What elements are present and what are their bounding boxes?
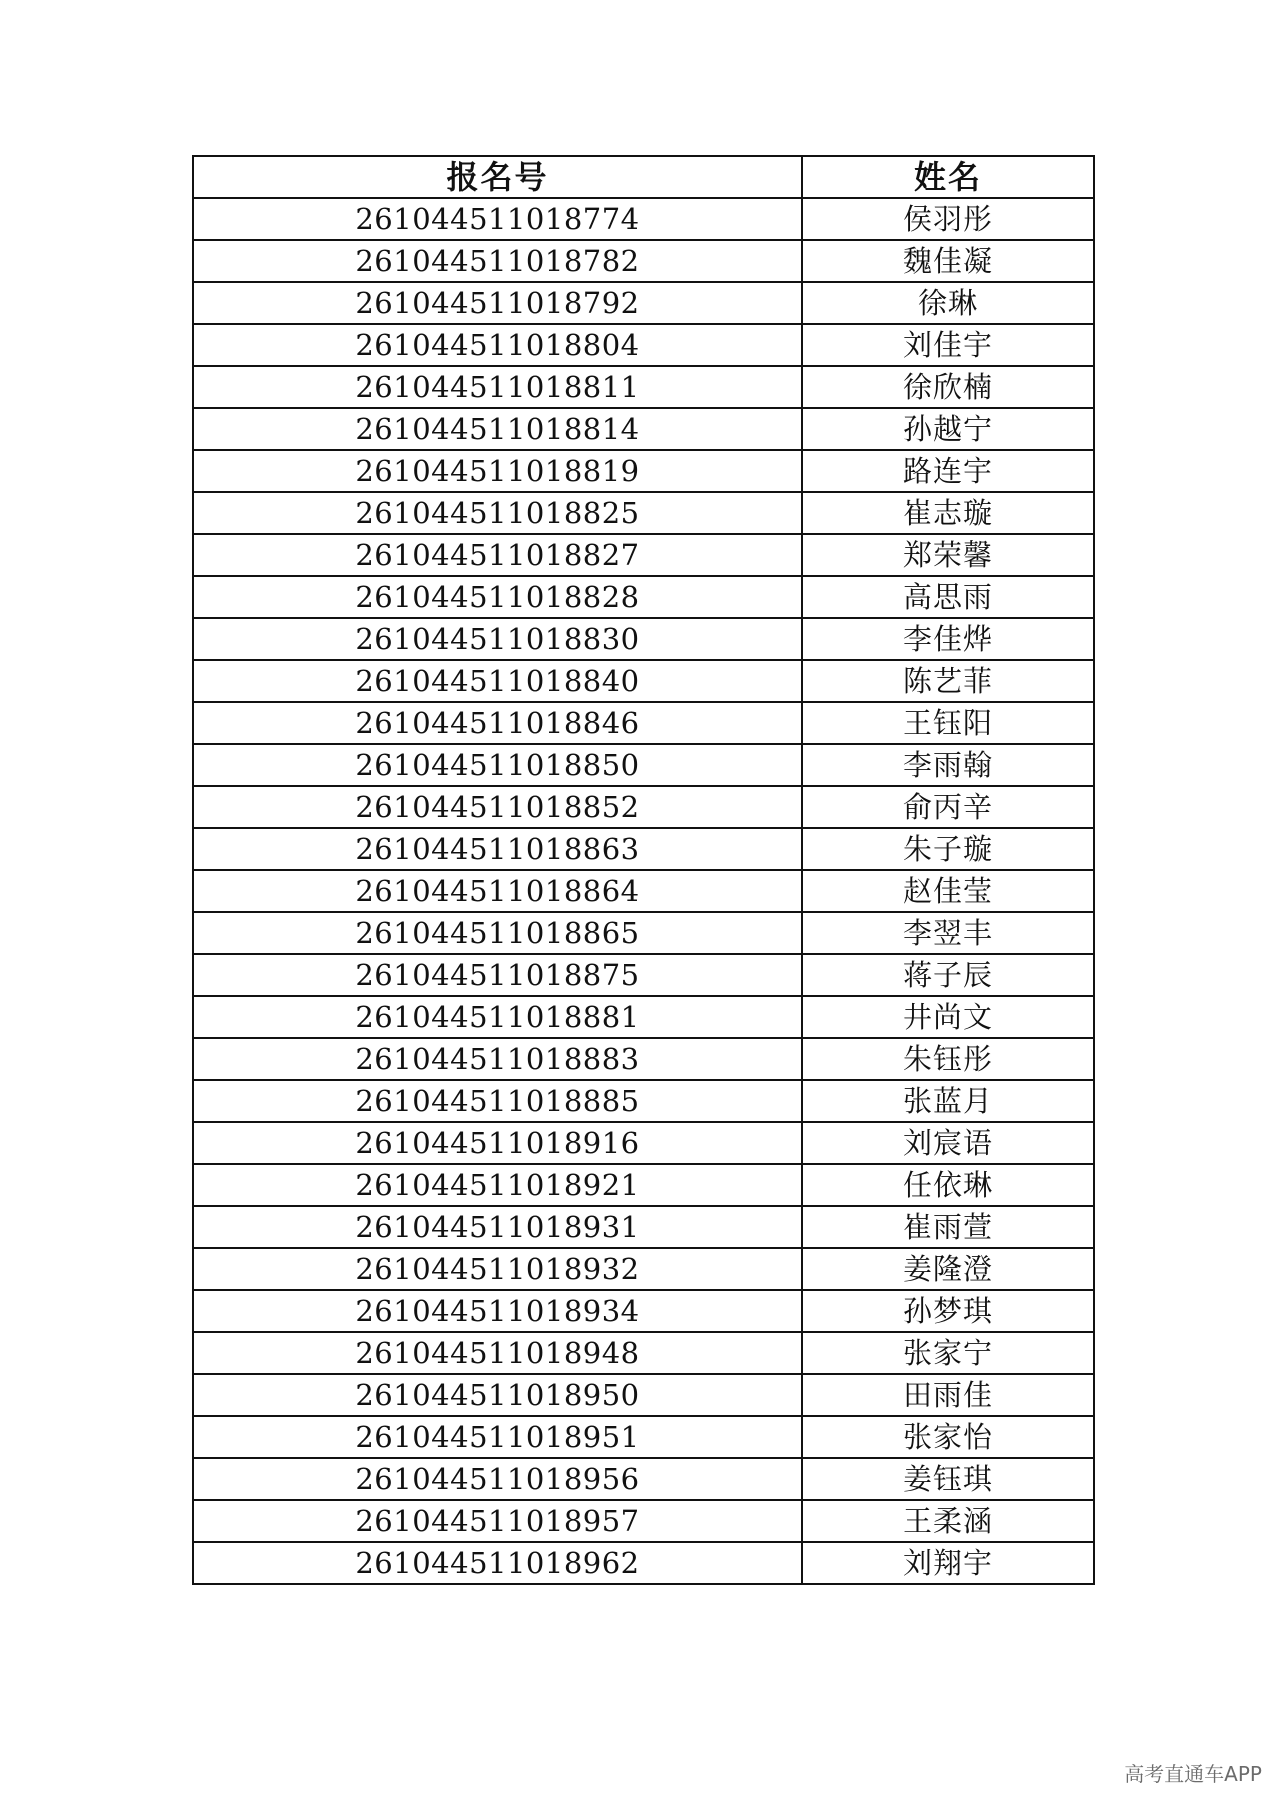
table-row [193,1500,1094,1542]
table-row [193,1458,1094,1500]
name-cell: 任依琳 [802,1164,1094,1206]
table-row [193,534,1094,576]
name-cell: 朱钰彤 [802,1038,1094,1080]
name-cell: 俞丙辛 [802,786,1094,828]
table-row [193,1290,1094,1332]
registration-number-cell: 261044511018852 [193,786,802,828]
name-cell: 孙梦琪 [802,1290,1094,1332]
table-row [193,282,1094,324]
table-row [193,408,1094,450]
registration-number-cell: 261044511018883 [193,1038,802,1080]
registration-number-cell: 261044511018916 [193,1122,802,1164]
name-cell: 张蓝月 [802,1080,1094,1122]
table-row [193,912,1094,954]
registration-number-cell: 261044511018827 [193,534,802,576]
table-row [193,618,1094,660]
table-row [193,786,1094,828]
name-cell: 徐欣楠 [802,366,1094,408]
registration-number-cell: 261044511018932 [193,1248,802,1290]
table-row [193,1122,1094,1164]
table-row [193,1374,1094,1416]
name-cell: 路连宇 [802,450,1094,492]
roster-body [193,198,1094,1584]
name-cell: 李佳烨 [802,618,1094,660]
table-row [193,870,1094,912]
name-cell: 蒋子辰 [802,954,1094,996]
table-row [193,702,1094,744]
table-row [193,744,1094,786]
name-cell: 赵佳莹 [802,870,1094,912]
table-row [193,1206,1094,1248]
table-row [193,198,1094,240]
table-row [193,1332,1094,1374]
name-cell: 崔志璇 [802,492,1094,534]
name-cell: 郑荣馨 [802,534,1094,576]
name-cell: 李雨翰 [802,744,1094,786]
registration-number-cell: 261044511018814 [193,408,802,450]
registration-number-cell: 261044511018819 [193,450,802,492]
name-cell: 侯羽彤 [802,198,1094,240]
table-row [193,954,1094,996]
name-cell: 崔雨萱 [802,1206,1094,1248]
column-header-name: 姓名 [802,156,1094,198]
registration-number-cell: 261044511018962 [193,1542,802,1584]
table-row [193,450,1094,492]
registration-number-cell: 261044511018875 [193,954,802,996]
table-row [193,1080,1094,1122]
table-row [193,576,1094,618]
registration-number-cell: 261044511018934 [193,1290,802,1332]
registration-number-cell: 261044511018931 [193,1206,802,1248]
registration-number-cell: 261044511018921 [193,1164,802,1206]
registration-number-cell: 261044511018951 [193,1416,802,1458]
registration-number-cell: 261044511018830 [193,618,802,660]
name-cell: 王钰阳 [802,702,1094,744]
name-cell: 田雨佳 [802,1374,1094,1416]
name-cell: 朱子璇 [802,828,1094,870]
registration-number-cell: 261044511018950 [193,1374,802,1416]
watermark: 高考直通车APP [1124,1762,1262,1786]
table-row [193,660,1094,702]
registration-number-cell: 261044511018846 [193,702,802,744]
registration-number-cell: 261044511018804 [193,324,802,366]
table-row [193,324,1094,366]
name-cell: 陈艺菲 [802,660,1094,702]
name-cell: 刘宸语 [802,1122,1094,1164]
registration-number-cell: 261044511018774 [193,198,802,240]
name-cell: 李翌丰 [802,912,1094,954]
table-row [193,828,1094,870]
name-cell: 张家怡 [802,1416,1094,1458]
name-cell: 姜钰琪 [802,1458,1094,1500]
registration-number-cell: 261044511018885 [193,1080,802,1122]
registration-number-cell: 261044511018850 [193,744,802,786]
registration-number-cell: 261044511018811 [193,366,802,408]
table-row [193,1416,1094,1458]
table-row [193,996,1094,1038]
roster-table [192,155,1095,1585]
table-row [193,1038,1094,1080]
table-row [193,492,1094,534]
registration-number-cell: 261044511018881 [193,996,802,1038]
registration-number-cell: 261044511018828 [193,576,802,618]
table-row [193,240,1094,282]
name-cell: 井尚文 [802,996,1094,1038]
name-cell: 魏佳凝 [802,240,1094,282]
name-cell: 孙越宁 [802,408,1094,450]
table-row [193,1248,1094,1290]
registration-number-cell: 261044511018840 [193,660,802,702]
header-row [193,156,1094,198]
name-cell: 王柔涵 [802,1500,1094,1542]
name-cell: 刘翔宇 [802,1542,1094,1584]
registration-number-cell: 261044511018825 [193,492,802,534]
column-header-registration-number: 报名号 [193,156,802,198]
name-cell: 姜隆澄 [802,1248,1094,1290]
name-cell: 张家宁 [802,1332,1094,1374]
registration-number-cell: 261044511018864 [193,870,802,912]
registration-number-cell: 261044511018863 [193,828,802,870]
registration-number-cell: 261044511018948 [193,1332,802,1374]
registration-number-cell: 261044511018782 [193,240,802,282]
table-row [193,1164,1094,1206]
registration-number-cell: 261044511018956 [193,1458,802,1500]
table-row [193,1542,1094,1584]
registration-number-cell: 261044511018792 [193,282,802,324]
name-cell: 刘佳宇 [802,324,1094,366]
registration-number-cell: 261044511018865 [193,912,802,954]
registration-number-cell: 261044511018957 [193,1500,802,1542]
name-cell: 高思雨 [802,576,1094,618]
name-cell: 徐琳 [802,282,1094,324]
table-row [193,366,1094,408]
